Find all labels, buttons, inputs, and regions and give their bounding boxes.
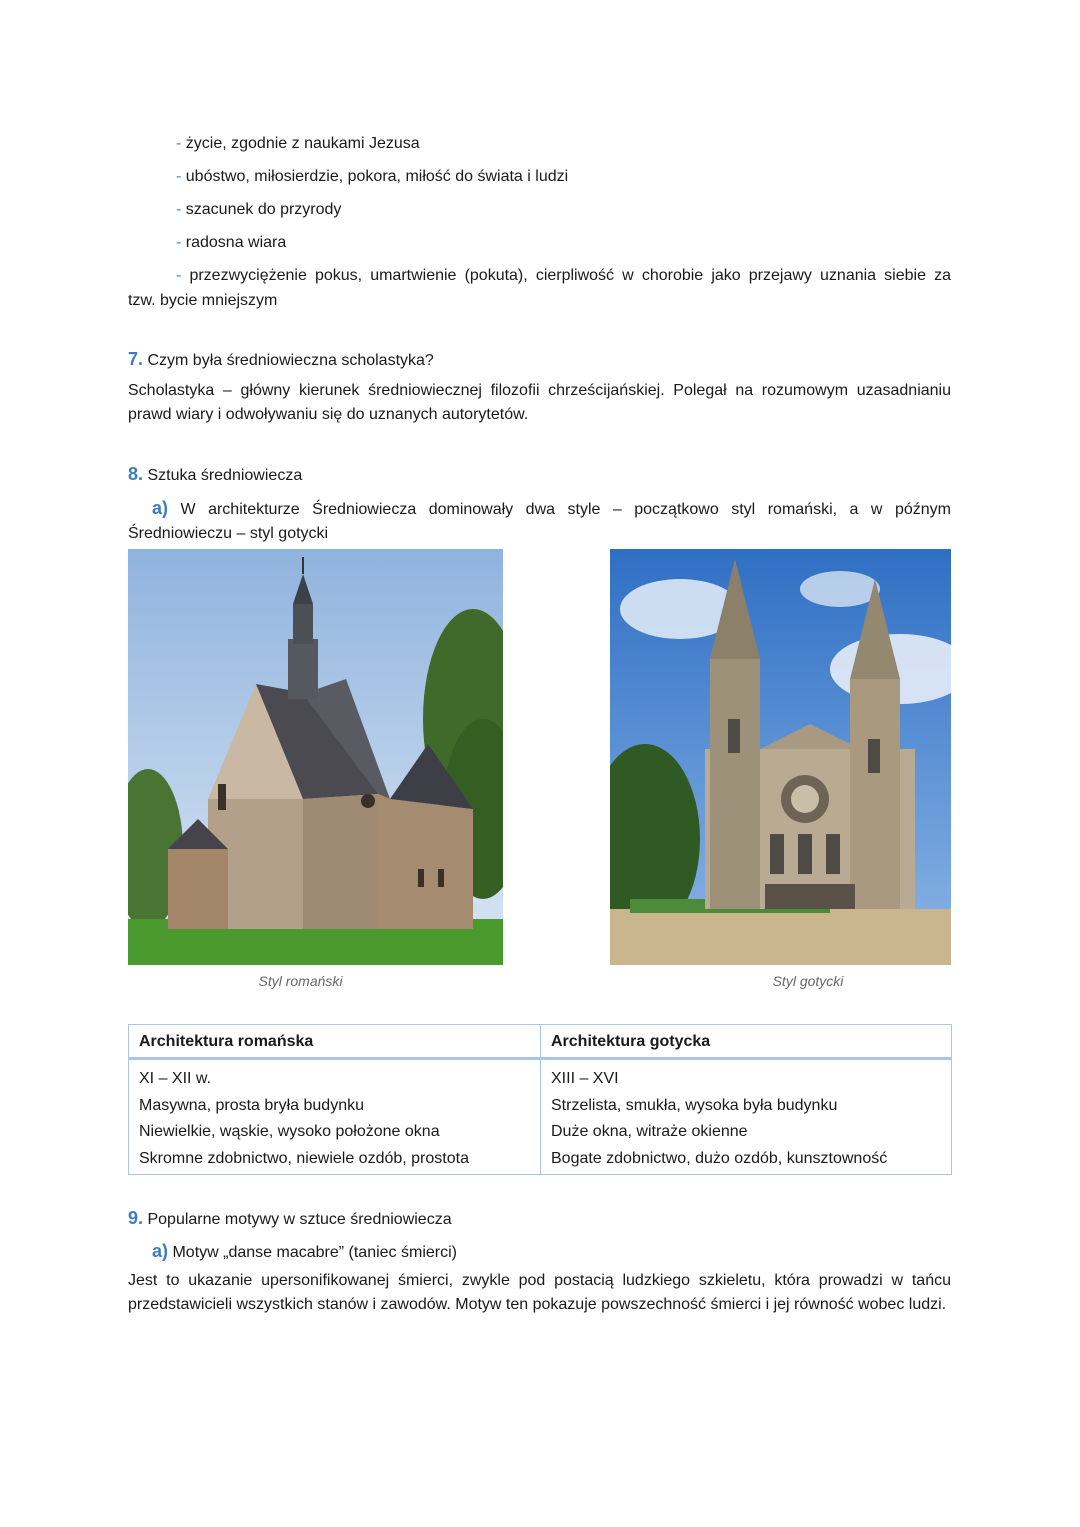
cell-line: Bogate zdobnictwo, dużo ozdób, kunsztowność — [551, 1149, 888, 1167]
section-heading: 9. Popularne motywy w sztuce średniowiecza — [128, 1208, 452, 1228]
table-row — [129, 1059, 952, 1175]
cell-line: Duże okna, witraże okienne — [551, 1123, 748, 1140]
cell-line: Masywna, prosta bryła budynku — [139, 1096, 364, 1114]
subsection-heading: a) Motyw „danse macabre” (taniec śmierci) — [152, 1241, 457, 1261]
romanesque-church-photo — [128, 549, 503, 965]
table-header: Architektura gotycka — [541, 1025, 952, 1059]
list-item: - szacunek do przyrody — [176, 201, 342, 218]
section-heading: 8. Sztuka średniowiecza — [128, 464, 303, 484]
cell-line: Niewielkie, wąskie, wysoko położone okna — [139, 1123, 440, 1140]
cell-line: XI – XII w. — [139, 1070, 212, 1087]
list-item-continuation: tzw. bycie mniejszym — [128, 292, 278, 309]
table-cell — [541, 1059, 952, 1175]
gothic-cathedral-photo — [610, 549, 951, 965]
image-caption: Styl gotycki — [772, 973, 844, 989]
table-header-row — [129, 1025, 952, 1059]
paragraph: Jest to ukazanie upersonifikowanej śmierci, zwykle pod postacią ludzkiego szkieletu, która prowadzi w tańcu przedstawicieli wszystkich stanów i zawodów. Motyw ten pokazuje powszechność śmierci i jej równość wobec ludzi. — [128, 1272, 951, 1313]
list-item: - życie, zgodnie z naukami Jezusa — [176, 135, 420, 152]
list-item: - ubóstwo, miłosierdzie, pokora, miłość do świata i ludzi — [176, 168, 569, 185]
section-heading: 7. Czym była średniowieczna scholastyka? — [128, 349, 434, 369]
table-cell — [129, 1059, 541, 1175]
list-item: - przezwyciężenie pokus, umartwienie (pokuta), cierpliwość w chorobie jako przejawy uznania siebie za — [176, 267, 951, 284]
paragraph: Scholastyka – główny kierunek średniowiecznej filozofii chrześcijańskiej. Polegał na rozumowym uzasadnianiu prawd wiary i odwoływaniu się do uznanych autorytetów. — [128, 382, 951, 423]
cell-line: XIII – XVI — [551, 1070, 619, 1087]
cell-line: Strzelista, smukła, wysoka była budynku — [551, 1096, 838, 1114]
image-caption: Styl romański — [258, 973, 343, 989]
table-header: Architektura romańska — [129, 1025, 541, 1059]
list-item: - radosna wiara — [176, 234, 287, 251]
paragraph: a) W architekturze Średniowiecza dominowały dwa style – początkowo styl romański, a w późnym Średniowieczu – styl gotycki — [128, 498, 951, 542]
architecture-comparison-table — [128, 1024, 952, 1175]
cell-line: Skromne zdobnictwo, niewiele ozdób, prostota — [139, 1149, 469, 1167]
